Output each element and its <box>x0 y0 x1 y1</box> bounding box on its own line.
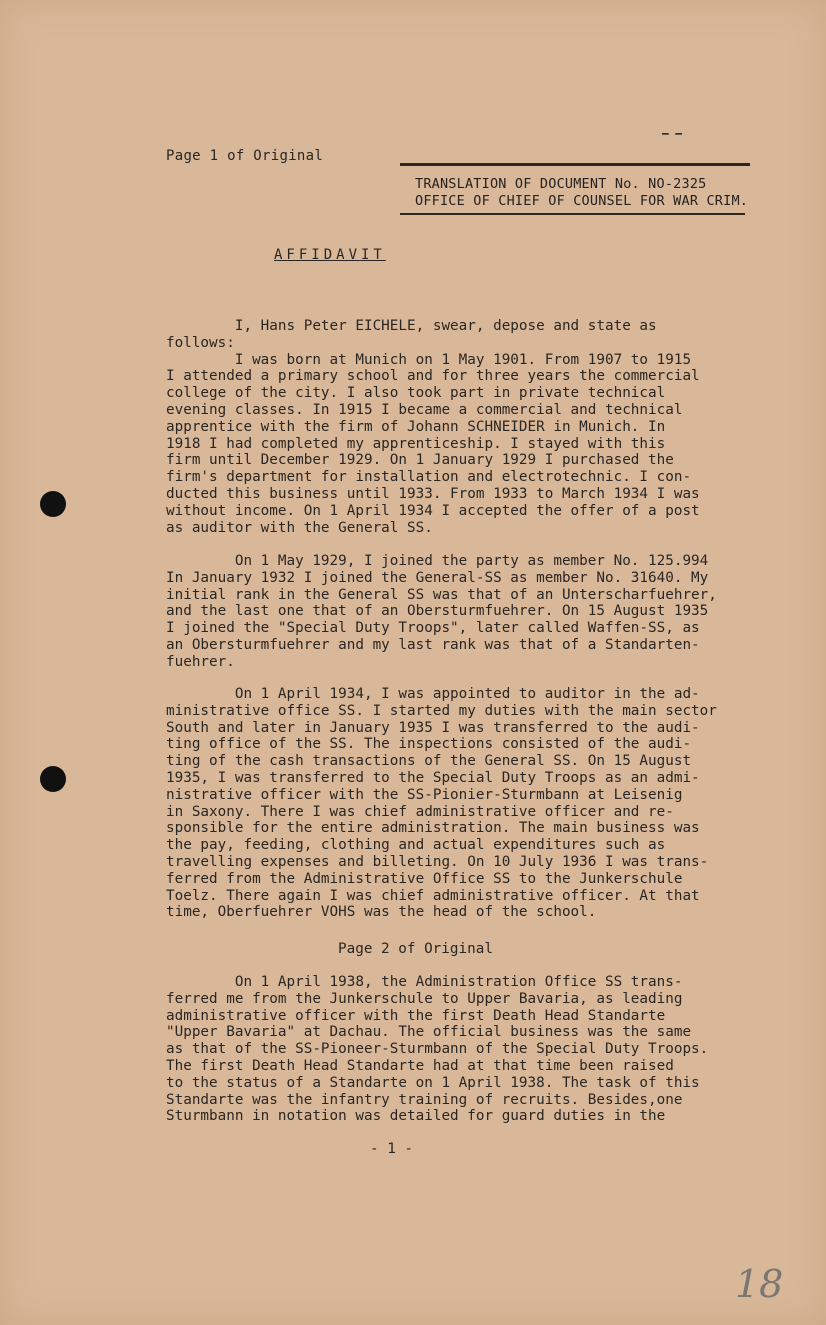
translation-line-2: OFFICE OF CHIEF OF COUNSEL FOR WAR CRIM. <box>415 193 749 209</box>
translation-line-1: TRANSLATION OF DOCUMENT No. NO-2325 <box>415 176 707 192</box>
punch-hole-bottom <box>40 766 66 792</box>
translation-header <box>400 163 750 209</box>
paragraph-2: On 1 May 1929, I joined the party as member No. 125.994 In January 1932 I joined the General-SS as member No. 31640. My initial rank in the General SS was that of an Unterscharfuehrer, and the last one that of an Obersturmfuehrer. On 15 August 1935 I joined the "Special Duty Troops", later called Waffen-SS, as an Obersturmfuehrer and my last rank was that of a Standarten- fuehrer. <box>166 553 717 670</box>
document-title: AFFIDAVIT <box>274 247 386 263</box>
handwritten-number: 18 <box>735 1262 784 1306</box>
paragraph-3: On 1 April 1934, I was appointed to auditor in the ad- ministrative office SS. I started my duties with the main sector South and later in January 1935 I was transferred to the audi- ting office of the SS. The inspections consisted of the audi- ting of the cash transactions of the General SS. On 15 August 1935, I was transferred to the Special Duty Troops as an admi- nistrative officer with the SS-Pionier-Sturmbann at Leisenig in Saxony. There I was chief administrative officer and re- sponsible for the entire administration. The main business was the pay, feeding, clothing and actual expenditures such as travelling expenses and billeting. On 10 July 1936 I was trans- ferred from the Administrative Office SS to the Junkerschule Toelz. There again I was chief administrative officer. At that time, Oberfuehrer VOHS was the head of the school. <box>166 686 717 921</box>
punch-hole-top <box>40 491 66 517</box>
page-reference-top: Page 1 of Original <box>166 148 324 164</box>
page-number: - 1 - <box>370 1141 414 1157</box>
page-reference-middle: Page 2 of Original <box>338 941 493 957</box>
paragraph-1: I, Hans Peter EICHELE, swear, depose and state as follows: I was born at Munich on 1 May 1901. From 1907 to 1915 I attended a primary school and for three years the commercial college of the city. I also took part in private technical evening classes. In 1915 I became a commercial and technical apprentice with the firm of Johann SCHNEIDER in Munich. In 1918 I had completed my apprenticeship. I stayed with this firm until December 1929. On 1 January 1929 I purchased the firm's department for installation and electrotechnic. I con- ducted this business until 1933. From 1933 to March 1934 I was without income. On 1 April 1934 I accepted the offer of a post as auditor with the General SS. <box>166 318 700 536</box>
paragraph-4: On 1 April 1938, the Administration Office SS trans- ferred me from the Junkerschule to Upper Bavaria, as leading administrative officer with the first Death Head Standarte "Upper Bavaria" at Dachau. The official business was the same as that of the SS-Pioneer-Sturmbann of the Special Duty Troops. The first Death Head Standarte had at that time been raised to the status of a Standarte on 1 April 1938. The task of this Standarte was the infantry training of recruits. Besides,one Sturmbann in notation was detailed for guard duties in the <box>166 974 709 1125</box>
translation-rule <box>400 213 745 215</box>
ink-mark: ▁ ▁ <box>662 122 682 135</box>
